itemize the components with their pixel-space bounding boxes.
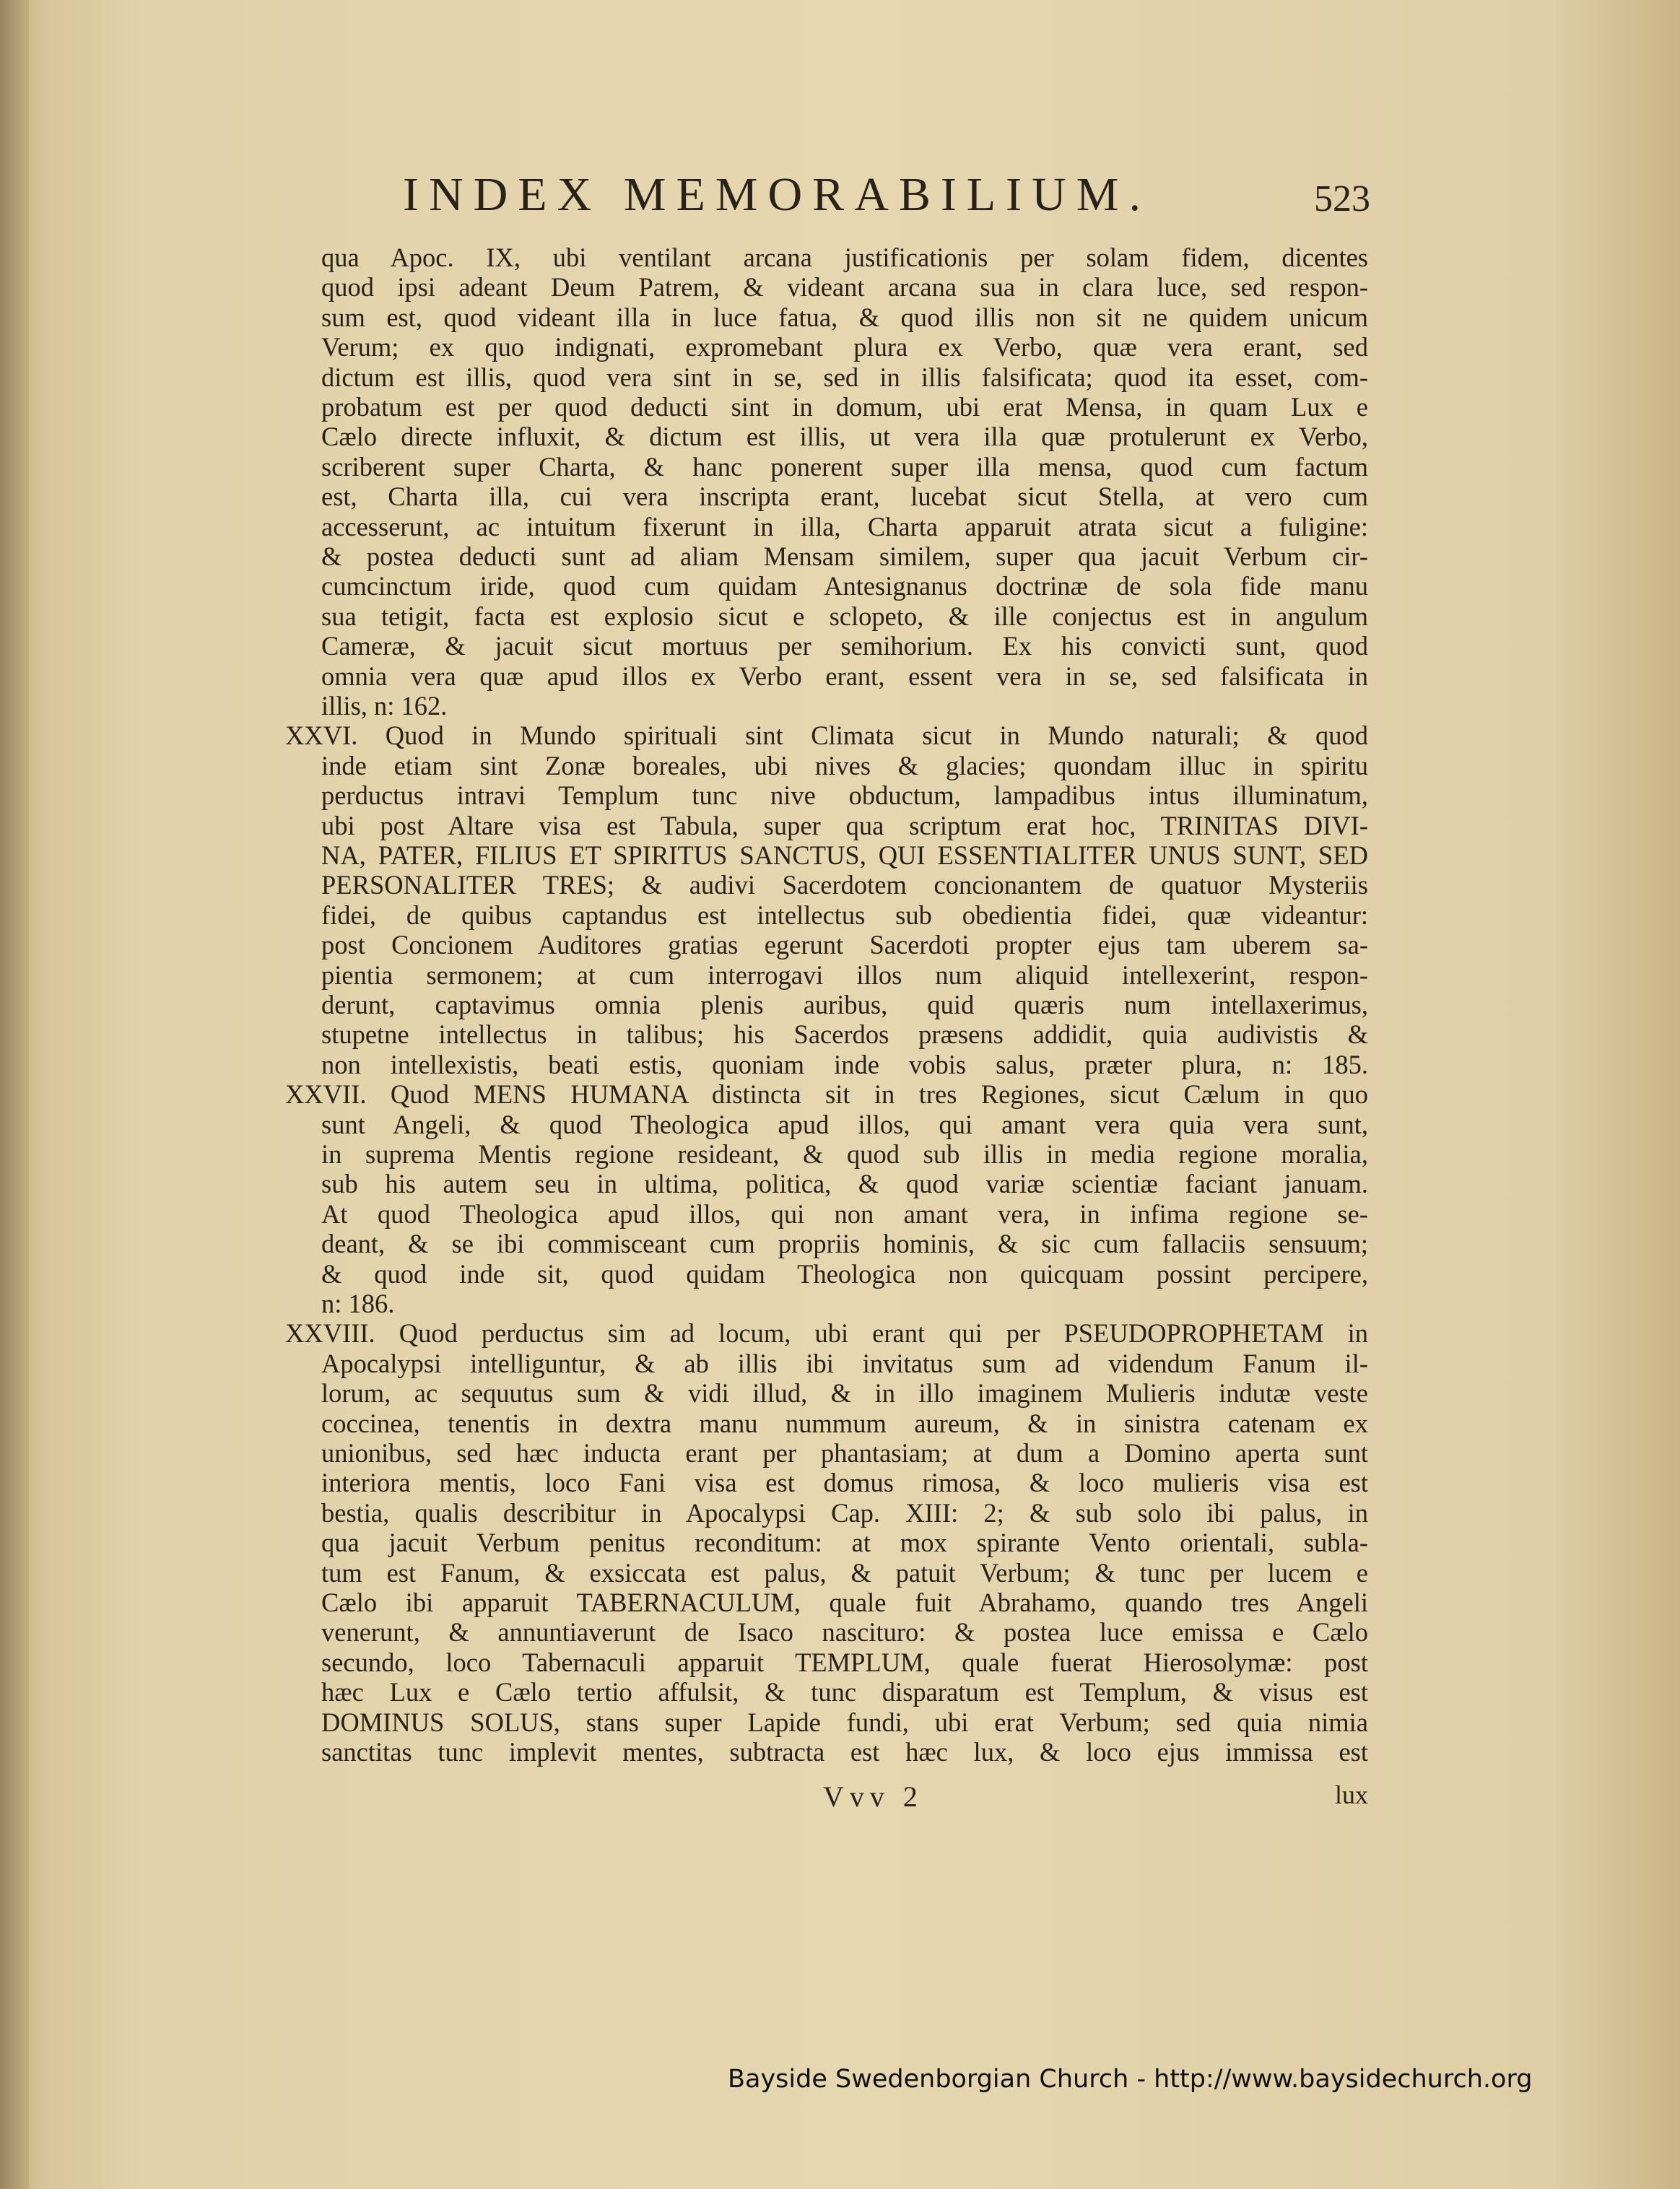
text-line: lorum, ac sequutus sum & vidi illud, & in illo imaginem Mulieris indutæ veste (321, 1378, 1368, 1409)
text-line: sanctitas tunc implevit mentes, subtracta est hæc lux, & loco ejus immissa est (321, 1737, 1368, 1767)
text-line: tum est Fanum, & exsiccata est palus, & patuit Verbum; & tunc per lucem e (321, 1557, 1368, 1588)
text-line: cumcinctum iride, quod cum quidam Antesignanus doctrinæ de sola fide manu (321, 571, 1368, 601)
page-header (396, 167, 1370, 225)
text-line: Cælo ibi apparuit TABERNACULUM, quale fuit Abrahamo, quando tres Angeli (321, 1588, 1368, 1617)
index-text-body (285, 243, 1368, 1795)
catchword: lux (1334, 1780, 1368, 1809)
text-line: sunt Angeli, & quod Theologica apud illos, qui amant vera quia vera sunt, (321, 1109, 1368, 1139)
text-line: pientia sermonem; at cum interrogavi illos num aliquid intellexerint, respon- (321, 959, 1368, 990)
text-line: coccinea, tenentis in dextra manu nummum aureum, & in sinistra catenam ex (321, 1408, 1368, 1438)
text-line: scriberent super Charta, & hanc ponerent super illa mensa, quod cum factum (321, 451, 1368, 482)
text-line: fidei, de quibus captandus est intellectus sub obedientia fidei, quæ videantur: (321, 900, 1368, 930)
text-line: venerunt, & annuntiaverunt de Isaco nasciturо: & postea luce emissa e Cælo (321, 1617, 1368, 1648)
text-line: XXVI. Quod in Mundo spirituali sint Climata sicut in Mundo naturali; & quod (285, 721, 1368, 751)
text-line: probatum est per quod deducti sint in domum, ubi erat Mensa, in quam Lux e (321, 392, 1368, 422)
text-line: XXVIII. Quod perductus sim ad locum, ubi erant qui per PSEUDOPROPHETAM in (285, 1318, 1368, 1349)
page-footer (285, 1780, 1368, 1816)
text-line: dictum est illis, quod vera sint in se, sed in illis falsificata; quod ita esset, com- (321, 362, 1368, 392)
text-line: hæc Lux e Cælo tertio affulsit, & tunc disparatum est Templum, & visus est (321, 1677, 1368, 1707)
text-line: Verum; ex quo indignati, expromebant plura ex Verbo, quæ vera erant, sed (321, 332, 1368, 362)
text-line: unionibus, sed hæc inducta erant per phantasiam; at dum a Domino aperta sunt (321, 1438, 1368, 1468)
running-title: INDEX MEMORABILIUM. (403, 168, 1151, 221)
text-line: illis, n: 162. (321, 691, 448, 721)
text-line: NA, PATER, FILIUS ET SPIRITUS SANCTUS, QUI ESSENTIALITER UNUS SUNT, SED (321, 840, 1368, 870)
text-line: bestia, qualis describitur in Apocalypsi Cap. XIII: 2; & sub solo ibi palus, in (321, 1497, 1368, 1528)
text-line: est, Charta illa, cui vera inscripta erant, lucebat sicut Stella, at vero cum (321, 482, 1368, 512)
text-line: n: 186. (321, 1289, 395, 1318)
text-line: in suprema Mentis regione resideant, & quod sub illis in media regione moralia, (321, 1139, 1368, 1169)
text-line: qua Apoc. IX, ubi ventilant arcana justificationis per solam fidem, dicentes (321, 243, 1368, 272)
text-line: derunt, captavimus omnia plenis auribus, quid quæris num intellaxerimus, (321, 990, 1368, 1019)
text-line: stupetne intellectus in talibus; his Sacerdos præsens addidit, quia audivistis & (321, 1019, 1368, 1050)
text-line: sum est, quod videant illa in luce fatua, & quod illis non sit ne quidem unicum (321, 302, 1368, 332)
text-line: non intellexistis, beati estis, quoniam inde vobis salus, præter plura, n: 185. (321, 1049, 1368, 1079)
text-line: At quod Theologica apud illos, qui non amant vera, in infima regione se- (321, 1198, 1368, 1229)
text-line: sua tetigit, facta est explosio sicut e sclopeto, & ille conjectus est in angulum (321, 601, 1368, 631)
text-line: secundo, loco Tabernaculi apparuit TEMPLUM, quale fuerat Hierosolymæ: post (321, 1647, 1368, 1677)
watermark-text: Bayside Swedenborgian Church - http://www.baysidechurch.org (728, 2065, 1533, 2094)
text-line: Cælo directe influxit, & dictum est illis, ut vera illa quæ protulerunt ex Verbo, (321, 422, 1368, 452)
text-line: & postea deducti sunt ad aliam Mensam similem, super qua jacuit Verbum cir- (321, 541, 1368, 571)
signature-mark: Vvv 2 (823, 1780, 923, 1813)
page-spine-shadow (0, 0, 29, 2189)
text-line: accesserunt, ac intuitum fixerunt in illa, Charta apparuit atrata sicut a fuligine: (321, 511, 1368, 541)
text-line: post Concionem Auditores gratias egerunt Sacerdoti propter ejus tam uberem sa- (321, 930, 1368, 960)
text-line: sub his autem seu in ultima, politica, & quod variæ scientiæ faciant januam. (321, 1169, 1368, 1199)
text-line: interiora mentis, loco Fani visa est domus rimosa, & loco mulieris visa est (321, 1468, 1368, 1498)
text-line: XXVII. Quod MENS HUMANA distincta sit in tres Regiones, sicut Cælum in quo (285, 1079, 1368, 1110)
text-line: deant, & se ibi commisceant cum propriis hominis, & sic cum fallaciis sensuum; (321, 1229, 1368, 1259)
text-line: & quod inde sit, quod quidam Theologica non quicquam possint percipere, (321, 1258, 1368, 1289)
page-number: 523 (1314, 178, 1370, 219)
text-line: quod ipsi adeant Deum Patrem, & videant arcana sua in clara luce, sed respon- (321, 272, 1368, 303)
text-line: DOMINUS SOLUS, stans super Lapide fundi, ubi erat Verbum; sed quia nimia (321, 1707, 1368, 1737)
text-line: perductus intravi Templum tunc nive obductum, lampadibus intus illuminatum, (321, 780, 1368, 811)
text-line: inde etiam sint Zonæ boreales, ubi nives & glacies; quondam illuc in spiritu (321, 750, 1368, 780)
text-line: omnia vera quæ apud illos ex Verbo erant, essent vera in se, sed falsificata in (321, 661, 1368, 691)
text-line: Cameræ, & jacuit sicut mortuus per semihorium. Ex his convicti sunt, quod (321, 631, 1368, 661)
text-line: qua jacuit Verbum penitus reconditum: at mox spirante Vento orientali, subla- (321, 1528, 1368, 1558)
text-line: PERSONALITER TRES; & audivi Sacerdotem concionantem de quatuor Mysteriis (321, 870, 1368, 900)
text-line: Apocalypsi intelliguntur, & ab illis ibi invitatus sum ad videndum Fanum il- (321, 1348, 1368, 1378)
text-line: ubi post Altare visa est Tabula, super qua scriptum erat hoc, TRINITAS DIVI- (321, 810, 1368, 840)
